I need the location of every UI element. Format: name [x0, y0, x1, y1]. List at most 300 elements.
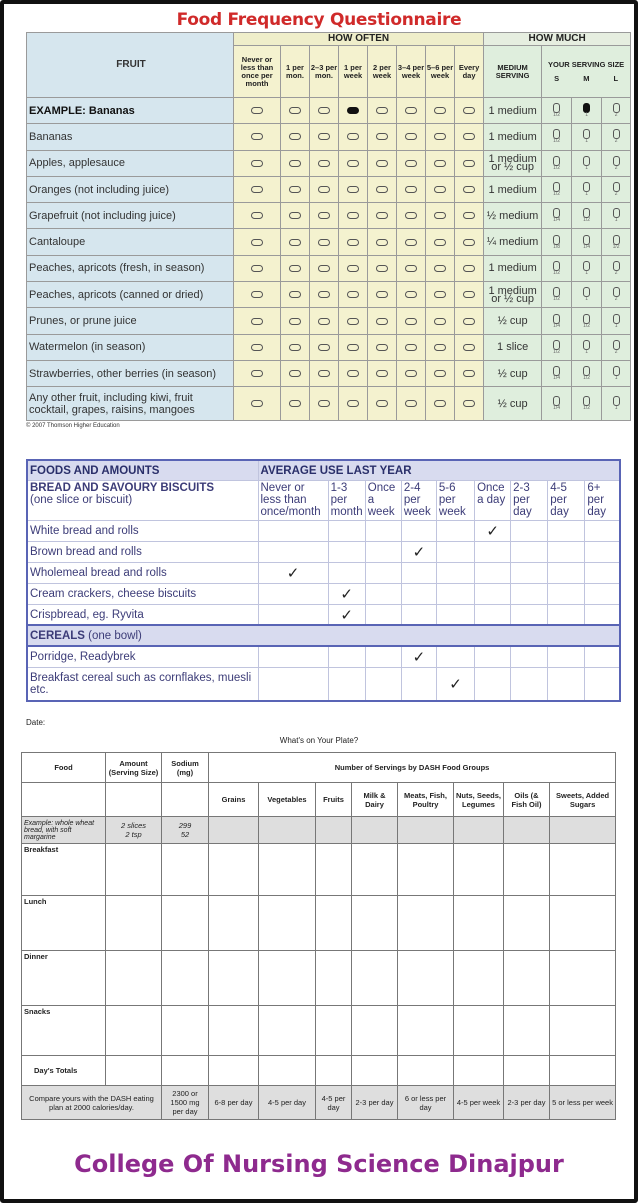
frequency-bubble[interactable] — [463, 400, 475, 407]
meal-label: Lunch — [22, 896, 106, 951]
food-name: Porridge, Readybrek — [27, 646, 258, 667]
entry-cell[interactable] — [550, 1006, 616, 1056]
fruit-row — [27, 124, 631, 150]
total-cell[interactable] — [398, 1056, 454, 1086]
frequency-bubble[interactable] — [251, 265, 263, 272]
freq-header-4: 2 per week — [368, 46, 397, 98]
medium-serving: ¼ medium — [484, 229, 542, 255]
frequency-bubble[interactable] — [318, 400, 330, 407]
frequency-bubble[interactable] — [405, 370, 417, 377]
frequency-bubble[interactable] — [463, 370, 475, 377]
frequency-bubble[interactable] — [251, 239, 263, 246]
frequency-bubble[interactable] — [376, 239, 388, 246]
size-fraction: 1/4 — [553, 375, 561, 382]
frequency-bubble[interactable] — [318, 265, 330, 272]
total-cell[interactable] — [162, 1056, 209, 1086]
size-fraction: 1/2 — [612, 243, 620, 250]
food-name: Brown bread and rolls — [27, 541, 258, 562]
entry-cell[interactable] — [209, 844, 259, 896]
fruit-name: Oranges (not including juice) — [27, 176, 234, 202]
total-cell[interactable] — [454, 1056, 504, 1086]
food-group-header: Sweets, Added Sugars — [550, 783, 616, 817]
use-cell[interactable] — [436, 541, 474, 562]
frequency-bubble[interactable] — [434, 370, 446, 377]
frequency-bubble[interactable] — [434, 265, 446, 272]
entry-cell[interactable] — [259, 1006, 316, 1056]
frequency-bubble[interactable] — [405, 344, 417, 351]
frequency-bubble[interactable] — [347, 160, 359, 167]
frequency-bubble[interactable] — [376, 212, 388, 219]
food-group-header: Grains — [209, 783, 259, 817]
frequency-bubble[interactable] — [434, 400, 446, 407]
entry-cell[interactable] — [162, 1006, 209, 1056]
frequency-bubble[interactable] — [376, 400, 388, 407]
frequency-bubble[interactable] — [318, 318, 330, 325]
size-fraction: 1 — [585, 164, 588, 171]
frequency-bubble[interactable] — [318, 212, 330, 219]
entry-cell[interactable] — [352, 896, 398, 951]
ffq-title: Food Frequency Questionnaire — [176, 10, 462, 30]
food-group-header: Meats, Fish, Poultry — [398, 783, 454, 817]
foods-amounts-header: FOODS AND AMOUNTS — [27, 460, 258, 480]
frequency-bubble[interactable] — [434, 344, 446, 351]
frequency-bubble[interactable] — [434, 291, 446, 298]
use-cell[interactable] — [328, 646, 365, 667]
use-cell[interactable] — [401, 604, 436, 625]
use-cell[interactable] — [585, 604, 620, 625]
frequency-bubble[interactable] — [347, 107, 359, 114]
date-label: Date: — [26, 718, 46, 728]
how-often-header: HOW OFTEN — [234, 33, 484, 46]
frequency-bubble[interactable] — [251, 186, 263, 193]
meal-label: Dinner — [22, 951, 106, 1006]
use-cell[interactable] — [258, 520, 328, 541]
freq-header-6: 5–6 per week — [426, 46, 455, 98]
use-cell[interactable] — [548, 562, 585, 583]
frequency-bubble[interactable] — [251, 400, 263, 407]
frequency-bubble[interactable] — [289, 186, 301, 193]
entry-cell[interactable] — [162, 951, 209, 1006]
entry-cell[interactable] — [316, 951, 352, 1006]
frequency-bubble[interactable] — [347, 344, 359, 351]
entry-cell[interactable] — [352, 1006, 398, 1056]
use-cell[interactable] — [436, 583, 474, 604]
total-cell[interactable] — [550, 1056, 616, 1086]
fruit-row — [27, 308, 631, 334]
use-col-header-6: 2-3 per day — [511, 480, 548, 520]
use-cell[interactable] — [585, 541, 620, 562]
frequency-bubble[interactable] — [376, 265, 388, 272]
target-servings: 2-3 per day — [504, 1086, 550, 1120]
frequency-bubble[interactable] — [289, 344, 301, 351]
frequency-bubble[interactable] — [463, 133, 475, 140]
frequency-bubble[interactable] — [463, 212, 475, 219]
use-cell[interactable] — [328, 604, 365, 625]
frequency-bubble[interactable] — [434, 186, 446, 193]
use-cell[interactable] — [328, 520, 365, 541]
entry-cell[interactable] — [398, 844, 454, 896]
entry-cell[interactable] — [352, 951, 398, 1006]
check-mark: ✓ — [286, 563, 300, 582]
use-cell[interactable] — [436, 604, 474, 625]
fruit-header: FRUIT — [27, 33, 234, 98]
use-cell[interactable] — [548, 646, 585, 667]
use-cell[interactable] — [436, 667, 474, 701]
frequency-bubble[interactable] — [463, 344, 475, 351]
use-cell[interactable] — [585, 646, 620, 667]
use-cell[interactable] — [475, 541, 511, 562]
freq-header-2: 2–3 per mon. — [310, 46, 339, 98]
size-fraction: 1/4 — [583, 243, 591, 250]
total-cell[interactable] — [106, 1056, 162, 1086]
frequency-bubble[interactable] — [463, 160, 475, 167]
entry-cell[interactable] — [550, 951, 616, 1006]
entry-cell[interactable] — [398, 951, 454, 1006]
frequency-bubble[interactable] — [251, 133, 263, 140]
use-cell[interactable] — [365, 583, 401, 604]
sodium-header: Sodium (mg) — [162, 753, 209, 783]
frequency-bubble[interactable] — [376, 160, 388, 167]
frequency-bubble[interactable] — [318, 107, 330, 114]
use-cell[interactable] — [401, 583, 436, 604]
frequency-bubble[interactable] — [405, 265, 417, 272]
use-cell[interactable] — [258, 604, 328, 625]
medium-serving: 1 medium — [484, 255, 542, 281]
use-cell[interactable] — [328, 562, 365, 583]
frequency-bubble[interactable] — [251, 344, 263, 351]
use-cell[interactable] — [436, 562, 474, 583]
frequency-bubble[interactable] — [376, 344, 388, 351]
use-cell[interactable] — [475, 646, 511, 667]
total-cell[interactable] — [259, 1056, 316, 1086]
frequency-bubble[interactable] — [463, 318, 475, 325]
frequency-bubble[interactable] — [405, 212, 417, 219]
use-cell[interactable] — [401, 646, 436, 667]
how-much-header: HOW MUCH — [484, 33, 631, 46]
fruit-name: Watermelon (in season) — [27, 334, 234, 360]
use-cell[interactable] — [548, 604, 585, 625]
frequency-bubble[interactable] — [289, 400, 301, 407]
food-name: Wholemeal bread and rolls — [27, 562, 258, 583]
entry-cell[interactable] — [106, 896, 162, 951]
total-cell[interactable] — [316, 1056, 352, 1086]
use-cell[interactable] — [401, 562, 436, 583]
use-cell[interactable] — [258, 667, 328, 701]
use-cell[interactable] — [401, 667, 436, 701]
page — [14, 6, 624, 1120]
freq-header-0: Never or less than once per month — [234, 46, 281, 98]
size-fraction: 1 — [614, 375, 618, 382]
use-cell[interactable] — [511, 604, 548, 625]
entry-cell[interactable] — [550, 844, 616, 896]
average-use-header: AVERAGE USE LAST YEAR — [258, 460, 620, 480]
use-cell[interactable] — [511, 541, 548, 562]
size-fraction: 1 — [585, 348, 588, 355]
use-cell[interactable] — [511, 583, 548, 604]
size-fraction: 2 — [614, 191, 618, 198]
day-totals-label: Day's Totals — [22, 1056, 106, 1086]
compare-sodium: 2300 or 1500 mg per day — [162, 1086, 209, 1120]
use-cell[interactable] — [365, 646, 401, 667]
use-cell[interactable] — [475, 562, 511, 583]
use-cell[interactable] — [436, 520, 474, 541]
entry-cell[interactable] — [504, 844, 550, 896]
frequency-bubble[interactable] — [347, 186, 359, 193]
use-cell[interactable] — [436, 646, 474, 667]
frequency-bubble[interactable] — [347, 133, 359, 140]
frequency-bubble[interactable] — [376, 186, 388, 193]
use-cell[interactable] — [258, 562, 328, 583]
frequency-bubble[interactable] — [251, 370, 263, 377]
entry-cell[interactable] — [162, 844, 209, 896]
frequency-bubble[interactable] — [318, 160, 330, 167]
fruit-row — [27, 203, 631, 229]
entry-cell[interactable] — [454, 951, 504, 1006]
frequency-bubble[interactable] — [405, 133, 417, 140]
size-fraction: 2 — [614, 348, 618, 355]
entry-cell[interactable] — [209, 1006, 259, 1056]
frequency-bubble[interactable] — [376, 107, 388, 114]
frequency-bubble[interactable] — [405, 239, 417, 246]
use-col-header-8: 6+ per day — [585, 480, 620, 520]
target-servings: 6 or less per day — [398, 1086, 454, 1120]
use-cell[interactable] — [585, 562, 620, 583]
frequency-bubble[interactable] — [463, 239, 475, 246]
frequency-bubble[interactable] — [405, 291, 417, 298]
medium-serving: ½ cup — [484, 308, 542, 334]
use-cell[interactable] — [328, 667, 365, 701]
frequency-bubble[interactable] — [376, 133, 388, 140]
footer-college-name: College Of Nursing Science Dinajpur — [74, 1150, 564, 1178]
entry-cell[interactable] — [504, 1006, 550, 1056]
use-cell[interactable] — [328, 583, 365, 604]
medium-serving: 1 medium — [484, 124, 542, 150]
frequency-bubble[interactable] — [289, 239, 301, 246]
food-row — [27, 541, 620, 562]
frequency-bubble[interactable] — [463, 291, 475, 298]
frequency-bubble[interactable] — [434, 133, 446, 140]
size-fraction: 1 — [614, 322, 618, 329]
entry-cell[interactable] — [106, 951, 162, 1006]
use-cell[interactable] — [511, 667, 548, 701]
fruit-row — [27, 98, 631, 124]
frequency-bubble[interactable] — [289, 370, 301, 377]
medium-serving: 1 medium or ½ cup — [484, 282, 542, 308]
entry-cell[interactable] — [106, 844, 162, 896]
size-fraction: 2 — [614, 269, 618, 276]
size-fraction: 1/2 — [553, 296, 561, 303]
frequency-bubble[interactable] — [289, 265, 301, 272]
fruit-name: EXAMPLE: Bananas — [27, 98, 234, 124]
frequency-bubble[interactable] — [318, 133, 330, 140]
frequency-bubble[interactable] — [463, 107, 475, 114]
frequency-bubble[interactable] — [376, 318, 388, 325]
frequency-bubble[interactable] — [463, 186, 475, 193]
entry-cell[interactable] — [398, 896, 454, 951]
fruit-name: Strawberries, other berries (in season) — [27, 360, 234, 386]
frequency-bubble[interactable] — [251, 160, 263, 167]
entry-cell[interactable] — [454, 844, 504, 896]
food-row — [27, 520, 620, 541]
use-cell[interactable] — [511, 520, 548, 541]
medium-serving: ½ cup — [484, 387, 542, 421]
entry-cell[interactable] — [259, 896, 316, 951]
frequency-bubble[interactable] — [289, 212, 301, 219]
entry-cell[interactable] — [259, 844, 316, 896]
frequency-bubble[interactable] — [347, 239, 359, 246]
frequency-bubble[interactable] — [251, 212, 263, 219]
frequency-bubble[interactable] — [463, 265, 475, 272]
use-cell[interactable] — [548, 541, 585, 562]
frequency-bubble[interactable] — [434, 160, 446, 167]
frequency-bubble[interactable] — [347, 400, 359, 407]
frequency-bubble[interactable] — [376, 370, 388, 377]
use-cell[interactable] — [258, 541, 328, 562]
use-col-header-4: 5-6 per week — [436, 480, 474, 520]
target-servings: 4-5 per day — [316, 1086, 352, 1120]
medium-serving: 1 slice — [484, 334, 542, 360]
use-cell[interactable] — [585, 667, 620, 701]
frequency-bubble[interactable] — [289, 107, 301, 114]
frequency-bubble[interactable] — [347, 265, 359, 272]
example-amount: 2 slices 2 tsp — [106, 817, 162, 844]
entry-cell[interactable] — [259, 951, 316, 1006]
use-cell[interactable] — [511, 562, 548, 583]
use-cell[interactable] — [548, 667, 585, 701]
frequency-bubble[interactable] — [347, 318, 359, 325]
frequency-bubble[interactable] — [347, 370, 359, 377]
entry-cell[interactable] — [398, 1006, 454, 1056]
check-mark: ✓ — [449, 675, 462, 694]
use-cell[interactable] — [365, 562, 401, 583]
size-fraction: 1/2 — [553, 138, 561, 145]
use-cell[interactable] — [511, 646, 548, 667]
frequency-bubble[interactable] — [318, 186, 330, 193]
entry-cell[interactable] — [550, 896, 616, 951]
use-cell[interactable] — [585, 583, 620, 604]
fruit-row — [27, 282, 631, 308]
food-name: Cream crackers, cheese biscuits — [27, 583, 258, 604]
frequency-bubble[interactable] — [434, 318, 446, 325]
size-fraction: 2 — [614, 112, 618, 119]
use-cell[interactable] — [365, 604, 401, 625]
fruit-name: Cantaloupe — [27, 229, 234, 255]
frequency-bubble[interactable] — [376, 291, 388, 298]
use-cell[interactable] — [258, 583, 328, 604]
use-cell[interactable] — [401, 541, 436, 562]
frequency-bubble[interactable] — [251, 291, 263, 298]
amount-header: Amount (Serving Size) — [106, 753, 162, 783]
total-cell[interactable] — [504, 1056, 550, 1086]
dash-table — [21, 752, 616, 1120]
use-cell[interactable] — [475, 667, 511, 701]
use-cell[interactable] — [475, 520, 511, 541]
frequency-bubble[interactable] — [405, 318, 417, 325]
fruit-name: Any other fruit, including kiwi, fruit cocktail, grapes, raisins, mangoes — [27, 387, 234, 421]
frequency-bubble[interactable] — [318, 291, 330, 298]
total-cell[interactable] — [352, 1056, 398, 1086]
frequency-bubble[interactable] — [434, 107, 446, 114]
frequency-bubble[interactable] — [289, 160, 301, 167]
entry-cell[interactable] — [352, 844, 398, 896]
check-mark: ✓ — [340, 605, 353, 624]
entry-cell[interactable] — [316, 844, 352, 896]
frequency-bubble[interactable] — [289, 318, 301, 325]
plate-title: What's on Your Plate? — [279, 736, 359, 746]
use-cell[interactable] — [401, 520, 436, 541]
entry-cell[interactable] — [106, 1006, 162, 1056]
frequency-bubble[interactable] — [318, 239, 330, 246]
target-servings: 6-8 per day — [209, 1086, 259, 1120]
fruit-name: Bananas — [27, 124, 234, 150]
food-name: Crispbread, eg. Ryvita — [27, 604, 258, 625]
frequency-bubble[interactable] — [405, 160, 417, 167]
food-row — [27, 604, 620, 625]
use-cell[interactable] — [365, 541, 401, 562]
frequency-bubble[interactable] — [405, 107, 417, 114]
entry-cell[interactable] — [316, 896, 352, 951]
frequency-bubble[interactable] — [289, 291, 301, 298]
size-fraction: 2 — [614, 164, 618, 171]
size-fraction: 1/4 — [553, 405, 561, 412]
entry-cell[interactable] — [454, 896, 504, 951]
medium-serving: 1 medium — [484, 176, 542, 202]
use-cell[interactable] — [258, 646, 328, 667]
entry-cell[interactable] — [504, 896, 550, 951]
fruit-row — [27, 176, 631, 202]
compare-note: Compare yours with the DASH eating plan at 2000 calories/day. — [22, 1086, 162, 1120]
size-fraction: 1/8 — [553, 243, 561, 250]
entry-cell[interactable] — [209, 951, 259, 1006]
frequency-bubble[interactable] — [251, 107, 263, 114]
example-sodium: 299 52 — [162, 817, 209, 844]
bread-table — [26, 459, 621, 702]
use-cell[interactable] — [328, 541, 365, 562]
frequency-bubble[interactable] — [347, 212, 359, 219]
frequency-bubble[interactable] — [318, 344, 330, 351]
frequency-bubble[interactable] — [434, 239, 446, 246]
entry-cell[interactable] — [209, 896, 259, 951]
frequency-bubble[interactable] — [251, 318, 263, 325]
meal-label: Snacks — [22, 1006, 106, 1056]
frequency-bubble[interactable] — [289, 133, 301, 140]
food-row — [27, 646, 620, 667]
use-cell[interactable] — [365, 520, 401, 541]
frequency-bubble[interactable] — [405, 400, 417, 407]
use-cell[interactable] — [585, 520, 620, 541]
use-cell[interactable] — [548, 520, 585, 541]
food-name: White bread and rolls — [27, 520, 258, 541]
fruit-name: Peaches, apricots (fresh, in season) — [27, 255, 234, 281]
entry-cell[interactable] — [162, 896, 209, 951]
use-cell[interactable] — [475, 604, 511, 625]
frequency-bubble[interactable] — [405, 186, 417, 193]
entry-cell[interactable] — [316, 1006, 352, 1056]
frequency-bubble[interactable] — [318, 370, 330, 377]
entry-cell[interactable] — [504, 951, 550, 1006]
size-fraction: 1 — [585, 269, 588, 276]
use-cell[interactable] — [475, 583, 511, 604]
fruit-name: Peaches, apricots (canned or dried) — [27, 282, 234, 308]
frequency-bubble[interactable] — [434, 212, 446, 219]
entry-cell[interactable] — [454, 1006, 504, 1056]
use-cell[interactable] — [548, 583, 585, 604]
food-row — [27, 667, 620, 701]
use-cell[interactable] — [365, 667, 401, 701]
frequency-bubble[interactable] — [347, 291, 359, 298]
total-cell[interactable] — [209, 1056, 259, 1086]
food-group-header: Nuts, Seeds, Legumes — [454, 783, 504, 817]
